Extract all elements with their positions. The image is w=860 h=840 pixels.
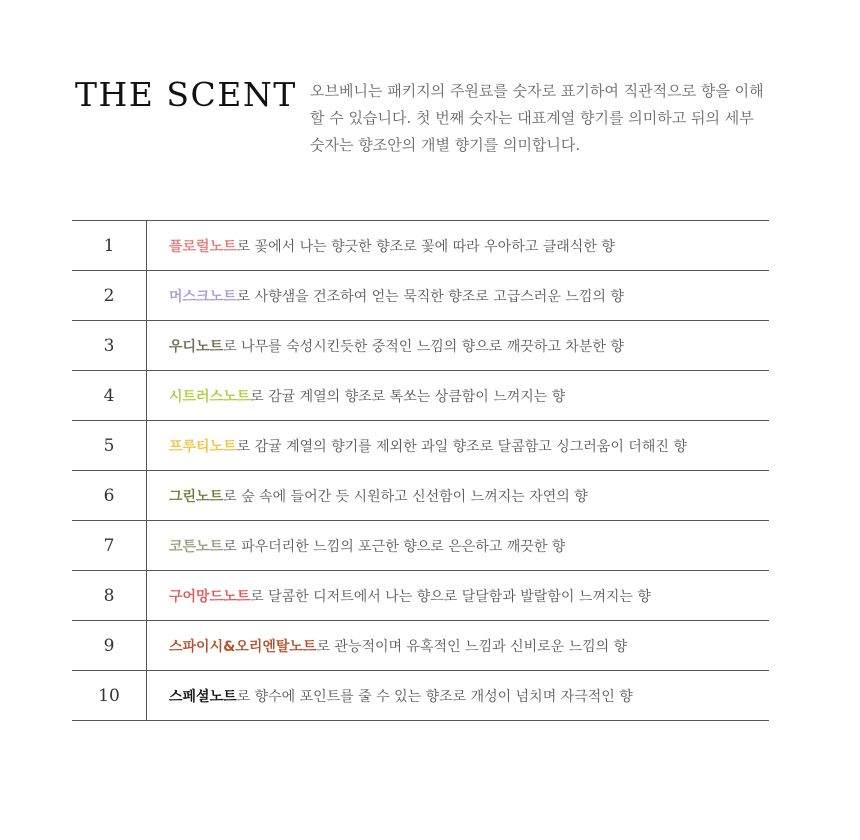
- scent-description: [147, 321, 624, 370]
- note-name: 스파이시&오리엔탈노트: [169, 638, 317, 655]
- note-text: 로 파우더리한 느낌의 포근한 향으로 은은하고 깨끗한 향: [223, 538, 566, 555]
- note-text: 로 감귤 계열의 향조로 톡쏘는 상큼함이 느껴지는 향: [250, 388, 566, 405]
- intro-paragraph: [310, 78, 810, 159]
- scent-description: [147, 671, 633, 720]
- note-name: 시트러스노트: [169, 388, 251, 405]
- scent-row: [72, 421, 769, 471]
- scent-number: 4: [72, 371, 147, 420]
- note-text: 로 꽃에서 나는 향긋한 향조로 꽃에 따라 우아하고 클래식한 향: [236, 238, 615, 255]
- scent-row: [72, 271, 769, 321]
- scent-number: 1: [72, 221, 147, 270]
- scent-number: 2: [72, 271, 147, 320]
- intro-line: 숫자는 향조안의 개별 향기를 의미합니다.: [310, 136, 581, 154]
- intro-line: 할 수 있습니다. 첫 번째 숫자는 대표계열 향기를 의미하고 뒤의 세부: [310, 109, 754, 127]
- scent-number: 6: [72, 471, 147, 520]
- scent-row: [72, 371, 769, 421]
- scent-row: [72, 471, 769, 521]
- note-name: 플로럴노트: [169, 238, 237, 255]
- note-name: 그린노트: [169, 488, 224, 505]
- note-text: 로 관능적이며 유혹적인 느낌과 신비로운 느낌의 향: [316, 638, 628, 655]
- note-text: 로 향수에 포인트를 줄 수 있는 향조로 개성이 넘치며 자극적인 향: [236, 688, 633, 705]
- note-name: 스페셜노트: [169, 688, 237, 705]
- scent-number: 3: [72, 321, 147, 370]
- scent-description: [147, 421, 687, 470]
- scent-row: [72, 521, 769, 571]
- scent-number: 10: [72, 671, 147, 720]
- scent-number: 7: [72, 521, 147, 570]
- scent-description: [147, 571, 651, 620]
- note-name: 코튼노트: [169, 538, 224, 555]
- scent-description: [147, 371, 565, 420]
- note-text: 로 숲 속에 들어간 듯 시원하고 신선함이 느껴지는 자연의 향: [223, 488, 588, 505]
- note-name: 우디노트: [169, 338, 224, 355]
- scent-description: [147, 621, 627, 670]
- scent-description: [147, 271, 624, 320]
- scent-row: [72, 321, 769, 371]
- note-text: 로 감귤 계열의 향기를 제외한 과일 향조로 달콤함고 싱그러움이 더해진 향: [236, 438, 687, 455]
- scent-number: 5: [72, 421, 147, 470]
- scent-table: [72, 220, 769, 721]
- scent-description: [147, 221, 615, 270]
- intro-line: 오브베니는 패키지의 주원료를 숫자로 표기하여 직관적으로 향을 이해: [310, 82, 764, 100]
- scent-row: [72, 671, 769, 721]
- scent-row: [72, 571, 769, 621]
- scent-description: [147, 521, 565, 570]
- note-name: 머스크노트: [169, 288, 237, 305]
- note-text: 로 나무를 숙성시킨듯한 중적인 느낌의 향으로 깨끗하고 차분한 향: [223, 338, 624, 355]
- note-text: 로 달콤한 디저트에서 나는 향으로 달달함과 발랄함이 느껴지는 향: [250, 588, 651, 605]
- scent-number: 9: [72, 621, 147, 670]
- note-name: 구어망드노트: [169, 588, 251, 605]
- note-text: 로 사향샘을 건조하여 얻는 묵직한 향조로 고급스러운 느낌의 향: [236, 288, 624, 305]
- scent-description: [147, 471, 588, 520]
- note-name: 프루티노트: [169, 438, 237, 455]
- page-title: THE SCENT: [75, 75, 297, 114]
- scent-row: [72, 621, 769, 671]
- scent-number: 8: [72, 571, 147, 620]
- scent-row: [72, 221, 769, 271]
